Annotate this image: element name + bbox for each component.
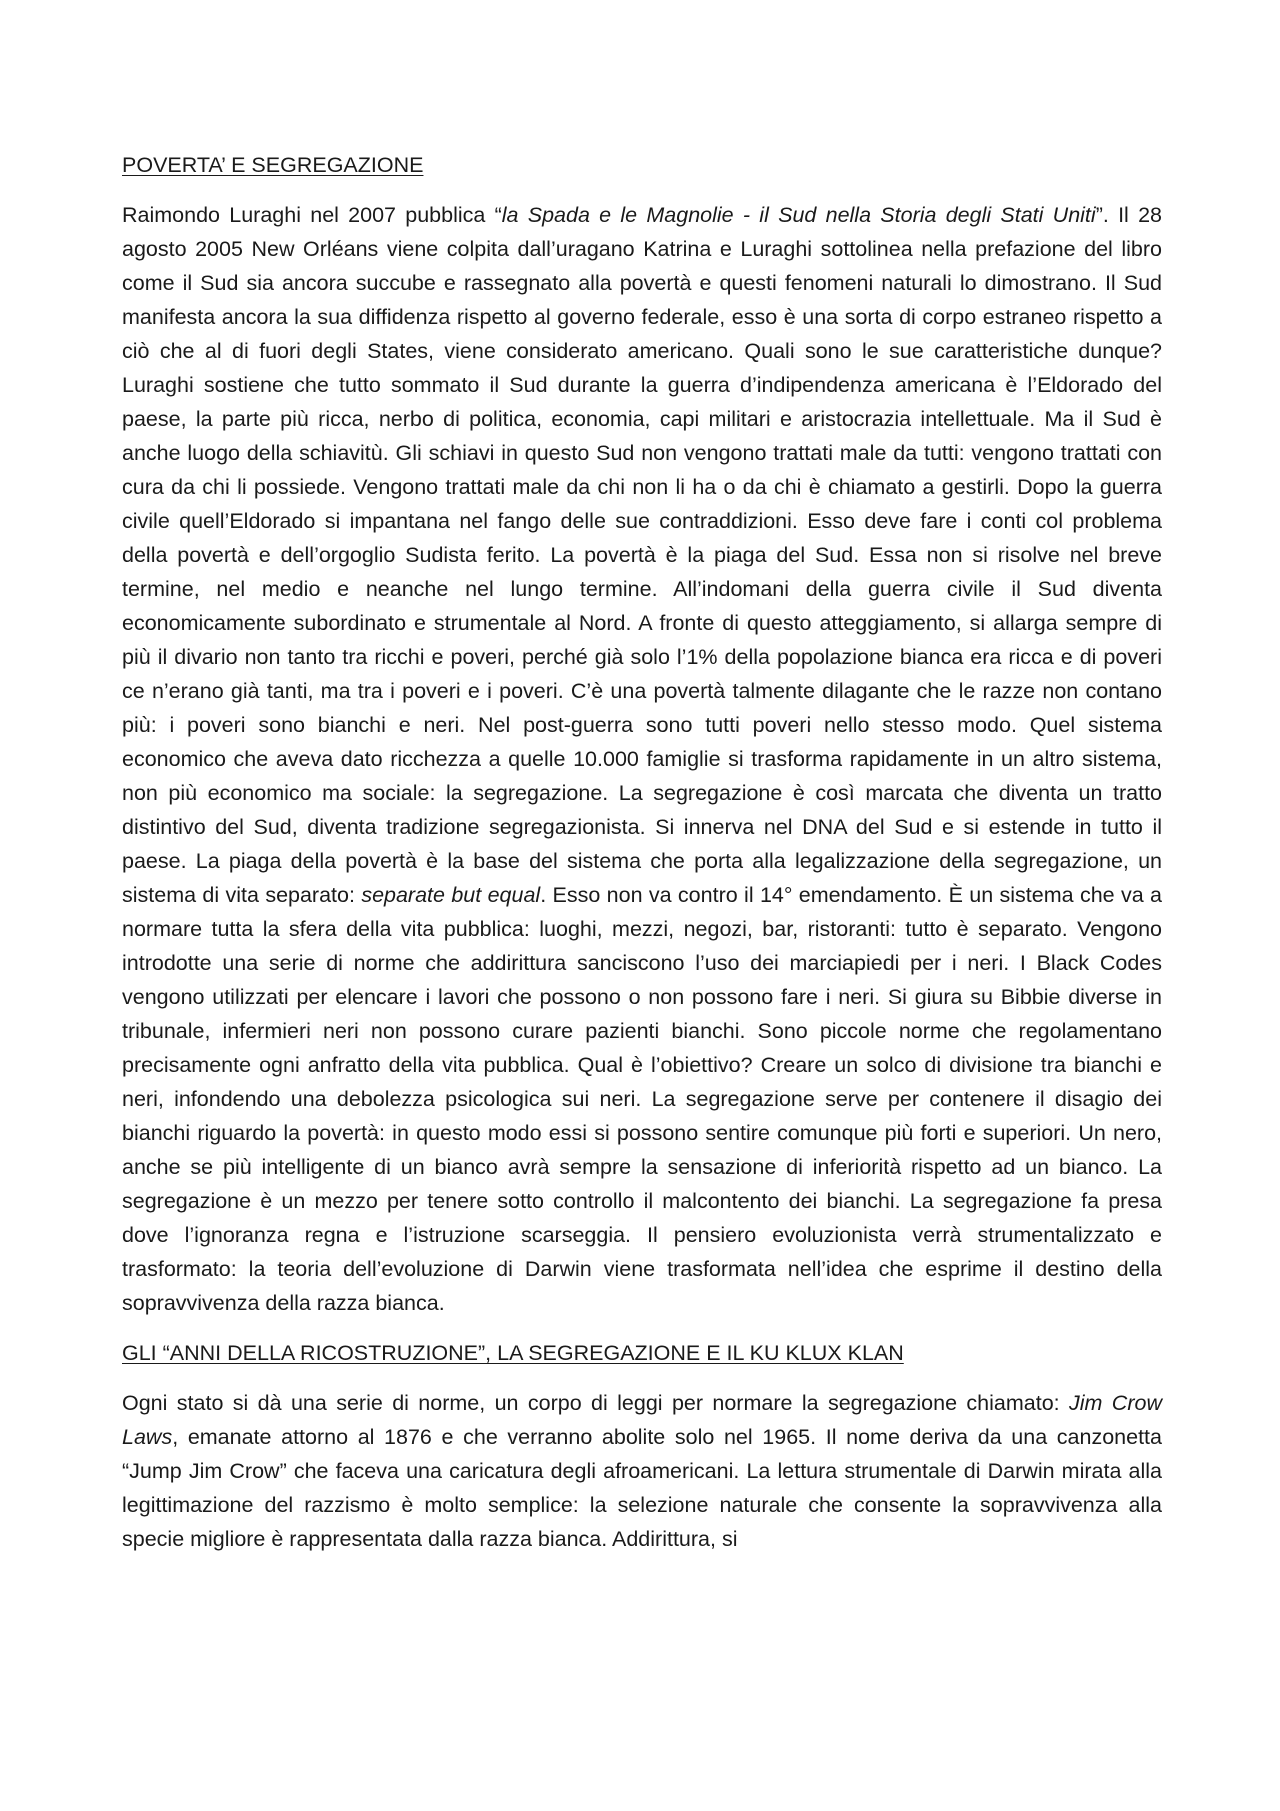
document-page: [122, 148, 1162, 1572]
paragraph-text: ”. Il 28 agosto 2005 New Orléans viene colpita dall’uragano Katrina e Luraghi sottolinea nella prefazione del libro come il Sud sia ancora succube e rassegnato alla povertà e questi fenomeni naturali lo dimostrano. Il Sud manifesta ancora la sua diffidenza rispetto al governo federale, esso è una sorta di corpo estraneo rispetto a ciò che al di fuori degli States, viene considerato americano. Quali sono le sue caratteristiche dunque? Luraghi sostiene che tutto sommato il Sud durante la guerra d’indipendenza americana è l’Eldorado del paese, la parte più ricca, nerbo di politica, economia, capi militari e aristocrazia intellettuale. Ma il Sud è anche luogo della schiavitù. Gli schiavi in questo Sud non vengono trattati male da tutti: vengono trattati con cura da chi li possiede. Vengono trattati male da chi non li ha o da chi è chiamato a gestirli. Dopo la guerra civile quell’Eldorado si impantana nel fango delle sue contraddizioni. Esso deve fare i conti col problema della povertà e dell’orgoglio Sudista ferito. La povertà è la piaga del Sud. Essa non si risolve nel breve termine, nel medio e neanche nel lungo termine. All’indomani della guerra civile il Sud diventa economicamente subordinato e strumentale al Nord. A fronte di questo atteggiamento, si allarga sempre di più il divario non tanto tra ricchi e poveri, perché già solo l’1% della popolazione bianca era ricca e di poveri ce n’erano già tanti, ma tra i poveri e i poveri. C’è una povertà talmente dilagante che le razze non contano più: i poveri sono bianchi e neri. Nel post-guerra sono tutti poveri nello stesso modo. Quel sistema economico che aveva dato ricchezza a quelle 10.000 famiglie si trasforma rapidamente in un altro sistema, non più economico ma sociale: la segregazione. La segregazione è così marcata che diventa un tratto distintivo del Sud, diventa tradizione segregazionista. Si innerva nel DNA del Sud e si estende in tutto il paese. La piaga della povertà è la base del sistema che porta alla legalizzazione della segregazione, un sistema di vita separato:: [122, 203, 1162, 907]
book-title: la Spada e le Magnolie - il Sud nella Storia degli Stati Uniti: [501, 203, 1096, 227]
paragraph-text: , emanate attorno al 1876 e che verranno abolite solo nel 1965. Il nome deriva da una canzonetta “Jump Jim Crow” che faceva una caricatura degli afroamericani. La lettura strumentale di Darwin mirata alla legittimazione del razzismo è molto semplice: la selezione naturale che consente la sopravvivenza alla specie migliore è rappresentata dalla razza bianca. Addirittura, si: [122, 1425, 1162, 1551]
paragraph-ricostruzione: [122, 1386, 1162, 1556]
jim-crow-laws-term: Jim Crow Laws: [122, 1391, 1162, 1449]
paragraph-text: Ogni stato si dà una serie di norme, un corpo di leggi per normare la segregazione chiamato:: [122, 1391, 1069, 1415]
paragraph-text: . Esso non va contro il 14° emendamento. È un sistema che va a normare tutta la sfera della vita pubblica: luoghi, mezzi, negozi, bar, ristoranti: tutto è separato. Vengono introdotte una serie di norme che addirittura sanciscono l’uso dei marciapiedi per i neri. I Black Codes vengono utilizzati per elencare i lavori che possono o non possono fare i neri. Si giura su Bibbie diverse in tribunale, infermieri neri non possono curare pazienti bianchi. Sono piccole norme che regolamentano precisamente ogni anfratto della vita pubblica. Qual è l’obiettivo? Creare un solco di divisione tra bianchi e neri, infondendo una debolezza psicologica sui neri. La segregazione serve per contenere il disagio dei bianchi riguardo la povertà: in questo modo essi si possono sentire comunque più forti e superiori. Un nero, anche se più intelligente di un bianco avrà sempre la sensazione di inferiorità rispetto ad un bianco. La segregazione è un mezzo per tenere sotto controllo il malcontento dei bianchi. La segregazione fa presa dove l’ignoranza regna e l’istruzione scarseggia. Il pensiero evoluzionista verrà strumentalizzato e trasformato: la teoria dell’evoluzione di Darwin viene trasformata nell’idea che esprime il destino della sopravvivenza della razza bianca.: [122, 883, 1162, 1315]
paragraph-poverta: [122, 198, 1162, 1320]
section-heading-poverta: POVERTA’ E SEGREGAZIONE: [122, 153, 424, 177]
paragraph-text: Raimondo Luraghi nel 2007 pubblica “: [122, 203, 502, 227]
section-heading-ricostruzione: GLI “ANNI DELLA RICOSTRUZIONE”, LA SEGREGAZIONE E IL KU KLUX KLAN: [122, 1341, 904, 1365]
separate-but-equal-phrase: separate but equal: [361, 883, 541, 907]
